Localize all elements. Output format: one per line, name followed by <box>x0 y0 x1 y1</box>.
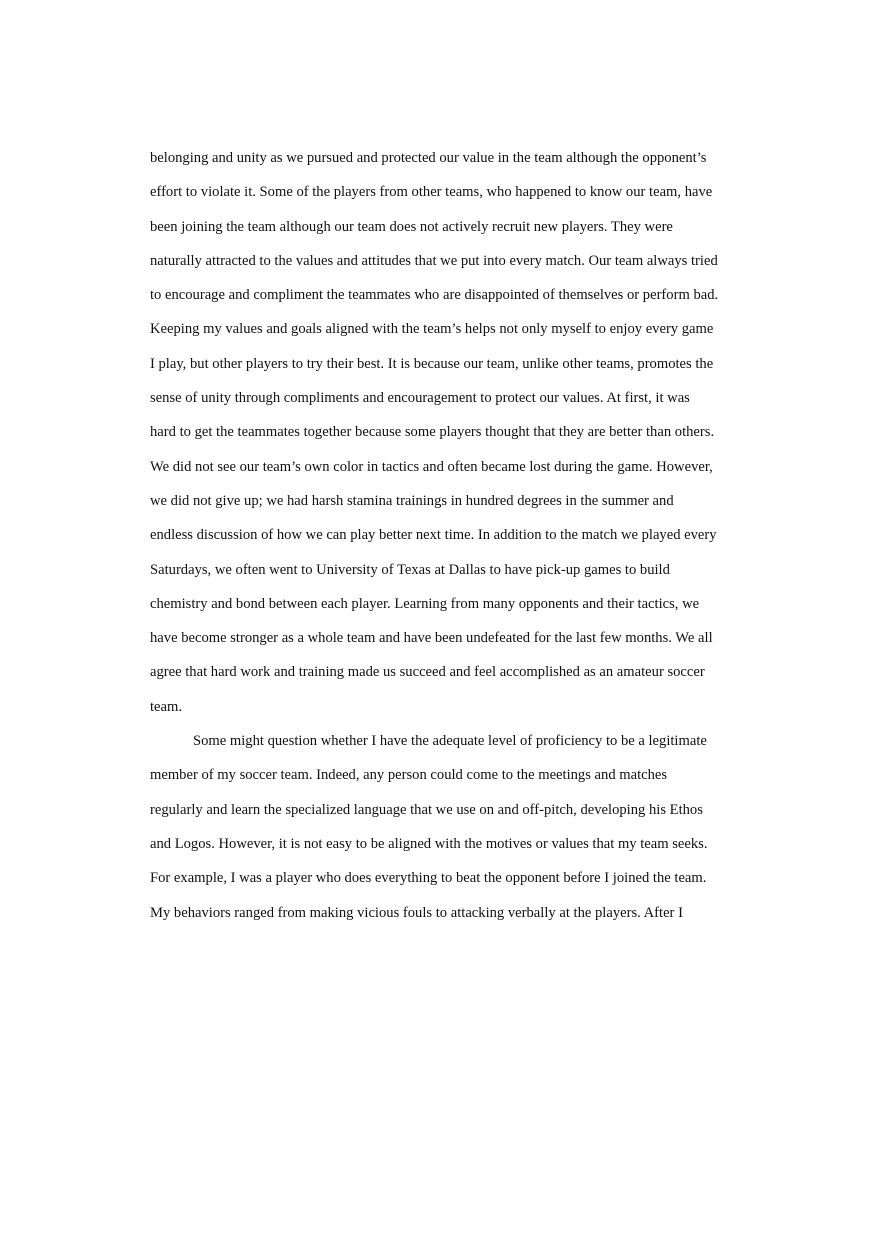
text-line: we did not give up; we had harsh stamina trainings in hundred degrees in the summer and <box>150 492 674 509</box>
text-line: Saturdays, we often went to University of Texas at Dallas to have pick-up games to build <box>150 561 670 578</box>
text-line: belonging and unity as we pursued and protected our value in the team although the opponent’s <box>150 150 707 166</box>
paragraph-2 <box>150 727 730 933</box>
text-line: My behaviors ranged from making vicious fouls to attacking verbally at the players. After I <box>150 904 683 921</box>
body-text <box>150 144 730 933</box>
paragraph-1 <box>150 144 730 727</box>
text-line: effort to violate it. Some of the players from other teams, who happened to know our team, have <box>150 184 713 201</box>
text-line: member of my soccer team. Indeed, any person could come to the meetings and matches <box>150 767 668 784</box>
text-line: I play, but other players to try their best. It is because our team, unlike other teams, promotes the <box>150 355 714 372</box>
text-line: For example, I was a player who does everything to beat the opponent before I joined the team. <box>150 870 707 887</box>
text-line: We did not see our team’s own color in tactics and often became lost during the game. However, <box>150 458 713 475</box>
text-line: team. <box>150 698 183 715</box>
text-line: naturally attracted to the values and attitudes that we put into every match. Our team always tried <box>150 252 718 269</box>
text-line: have become stronger as a whole team and have been undefeated for the last few months. We all <box>150 630 713 647</box>
text-line: endless discussion of how we can play better next time. In addition to the match we played every <box>150 527 717 544</box>
text-line: regularly and learn the specialized language that we use on and off-pitch, developing his Ethos <box>150 801 703 818</box>
text-line: sense of unity through compliments and encouragement to protect our values. At first, it was <box>150 390 690 407</box>
text-line: Some might question whether I have the adequate level of proficiency to be a legitimate <box>193 733 707 750</box>
text-line: and Logos. However, it is not easy to be aligned with the motives or values that my team seeks. <box>150 835 708 852</box>
text-line: hard to get the teammates together because some players thought that they are better than others. <box>150 424 715 441</box>
text-line: been joining the team although our team does not actively recruit new players. They were <box>150 218 673 235</box>
text-line: agree that hard work and training made us succeed and feel accomplished as an amateur soccer <box>150 664 705 681</box>
text-line: to encourage and compliment the teammates who are disappointed of themselves or perform bad. <box>150 287 719 304</box>
text-line: chemistry and bond between each player. Learning from many opponents and their tactics, we <box>150 595 700 612</box>
text-line: Keeping my values and goals aligned with the team’s helps not only myself to enjoy every game <box>150 321 714 338</box>
